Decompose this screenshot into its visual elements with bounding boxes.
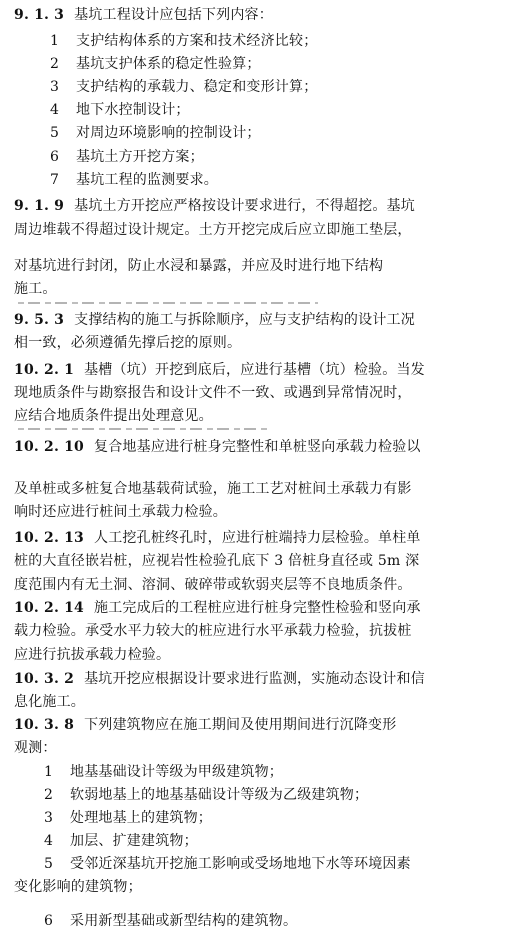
clause-9-5-3 [14, 311, 415, 329]
clause-text-line: 周边堆载不得超过设计规定。土方开挖完成后应立即施工垫层， [14, 222, 412, 238]
clause-text-line: 度范围内有无土洞、溶洞、破碎带或软弱夹层等不良地质条件。 [14, 577, 412, 593]
clause-text-line: 息化施工。 [14, 694, 85, 710]
clause-number: 10. 2. 10 [14, 439, 85, 455]
list-item: 4 加层、扩建建筑物； [44, 833, 198, 849]
clause-number: 10. 2. 13 [14, 530, 85, 546]
clause-text: 基坑开挖应根据设计要求进行监测，实施动态设计和信 [84, 671, 425, 687]
scan-artifact [18, 302, 318, 304]
clause-text: 支撑结构的施工与拆除顺序，应与支护结构的设计工况 [74, 312, 415, 328]
clause-text-line: 施工。 [14, 281, 57, 297]
clause-text-line: 桩的大直径嵌岩桩，应视岩性检验孔底下 3 倍桩身直径或 5m 深 [14, 553, 420, 569]
clause-text: 下列建筑物应在施工期间及使用期间进行沉降变形 [84, 717, 397, 733]
clause-text-line: 现地质条件与勘察报告和设计文件不一致、或遇到异常情况时， [14, 385, 412, 401]
clause-9-1-9 [14, 197, 415, 215]
clause-number: 10. 3. 2 [14, 671, 75, 687]
clause-text-line: 相一致，必须遵循先撑后挖的原则。 [14, 335, 242, 351]
list-item: 3 处理地基上的建筑物； [44, 810, 212, 826]
clause-text-line: 响时还应进行桩间土承载力检验。 [14, 504, 227, 520]
clause-number: 10. 2. 14 [14, 600, 85, 616]
clause-text: 基坑工程设计应包括下列内容： [74, 7, 273, 23]
list-item: 3 支护结构的承载力、稳定和变形计算； [50, 79, 318, 95]
clause-10-2-10 [14, 438, 421, 456]
clause-number: 9. 1. 9 [14, 198, 65, 214]
clause-number: 10. 2. 1 [14, 362, 75, 378]
clause-text: 人工挖孔桩终孔时，应进行桩端持力层检验。单柱单 [94, 530, 421, 546]
clause-text-line: 应结合地质条件提出处理意见。 [14, 408, 213, 424]
list-item: 7 基坑工程的监测要求。 [50, 172, 218, 188]
list-item: 5 受邻近深基坑开挖施工影响或受场地地下水等环境因素 [44, 856, 411, 872]
clause-10-2-13 [14, 529, 421, 547]
list-item: 1 地基基础设计等级为甲级建筑物； [44, 764, 283, 780]
list-item: 1 支护结构体系的方案和技术经济比较； [50, 33, 318, 49]
clause-text: 基槽（坑）开挖到底后，应进行基槽（坑）检验。当发 [84, 362, 425, 378]
clause-text-line: 对基坑进行封闭，防止水浸和暴露，并应及时进行地下结构 [14, 258, 384, 274]
list-item: 6 采用新型基础或新型结构的建筑物。 [44, 913, 298, 929]
clause-10-2-1 [14, 361, 425, 379]
list-item: 2 基坑支护体系的稳定性验算； [50, 56, 261, 72]
clause-text: 基坑土方开挖应严格按设计要求进行，不得超挖。基坑 [74, 198, 415, 214]
clause-10-3-8 [14, 716, 396, 734]
clause-text-line: 及单桩或多桩复合地基载荷试验，施工工艺对桩间土承载力有影 [14, 481, 412, 497]
clause-text-line: 观测： [14, 740, 57, 756]
scan-artifact [18, 428, 268, 430]
clause-10-3-2 [14, 670, 425, 688]
clause-text: 复合地基应进行桩身完整性和单桩竖向承载力检验以 [94, 439, 421, 455]
list-item: 2 软弱地基上的地基基础设计等级为乙级建筑物； [44, 787, 369, 803]
list-item: 6 基坑土方开挖方案； [50, 149, 204, 165]
clause-number: 9. 5. 3 [14, 312, 65, 328]
list-item-continuation: 变化影响的建筑物； [14, 879, 142, 895]
clause-number: 9. 1. 3 [14, 7, 65, 23]
list-item: 5 对周边环境影响的控制设计； [50, 125, 261, 141]
clause-text-line: 应进行抗拔承载力检验。 [14, 647, 171, 663]
clause-number: 10. 3. 8 [14, 717, 75, 733]
clause-10-2-14 [14, 599, 421, 617]
clause-9-1-3-heading [14, 6, 273, 24]
clause-text-line: 载力检验。承受水平力较大的桩应进行水平承载力检验，抗拔桩 [14, 623, 412, 639]
clause-text: 施工完成后的工程桩应进行桩身完整性检验和竖向承 [94, 600, 421, 616]
list-item: 4 地下水控制设计； [50, 102, 190, 118]
